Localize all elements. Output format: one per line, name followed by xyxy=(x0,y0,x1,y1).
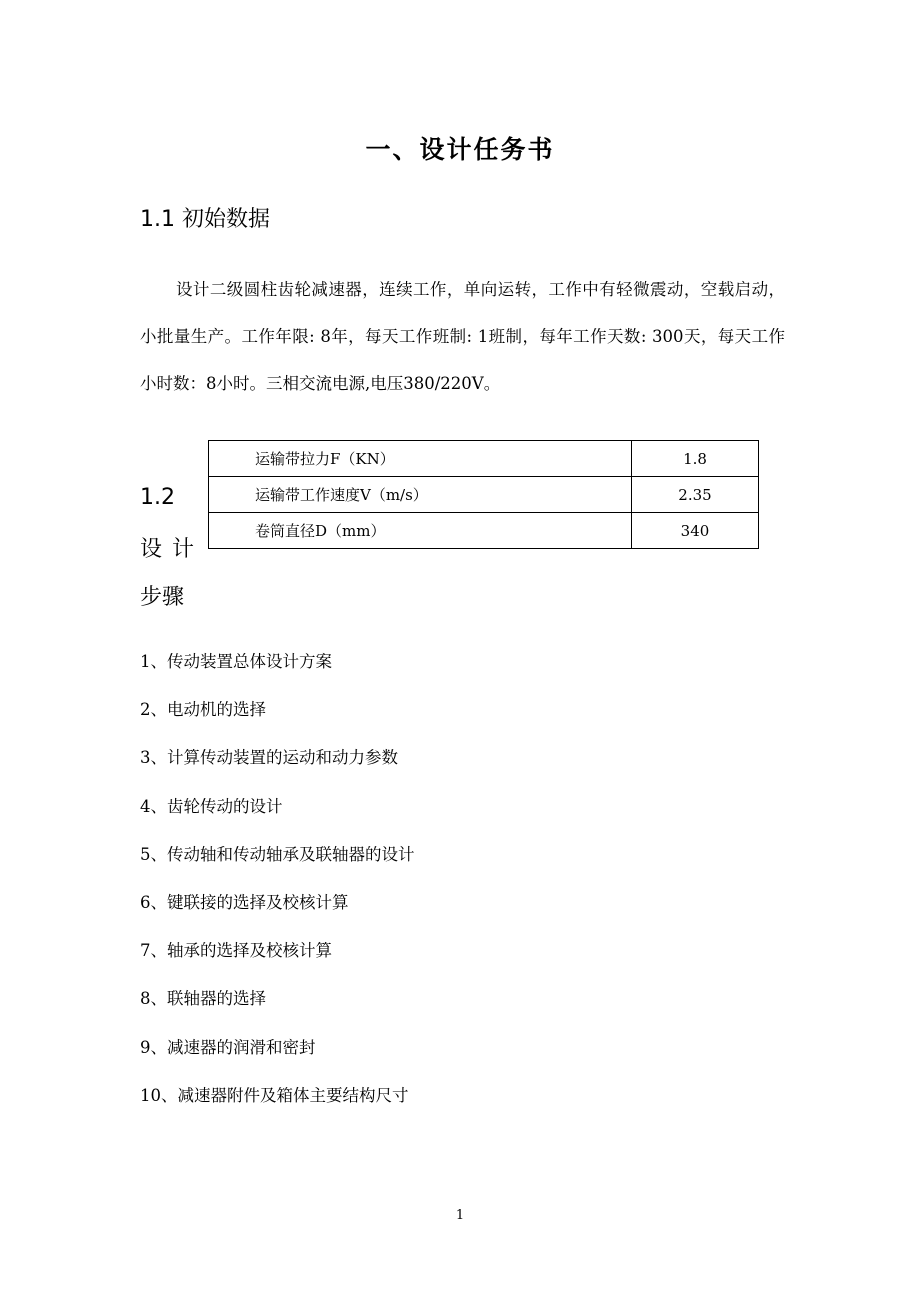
table-cell-value: 340 xyxy=(632,513,759,549)
table-cell-label: 运输带拉力F（KN） xyxy=(209,441,632,477)
list-item: 4、齿轮传动的设计 xyxy=(140,796,283,816)
list-item: 7、轴承的选择及校核计算 xyxy=(140,941,332,961)
list-item: 5、传动轴和传动轴承及联轴器的设计 xyxy=(140,844,415,864)
section-heading-initial-data: 1.1 初始数据 xyxy=(140,207,270,232)
list-item: 3、计算传动装置的运动和动力参数 xyxy=(140,748,398,768)
page-number: 1 xyxy=(455,1208,465,1223)
list-item: 10、减速器附件及箱体主要结构尺寸 xyxy=(140,1085,409,1105)
table-cell-label: 卷筒直径D（mm） xyxy=(209,513,632,549)
section-heading-steps: 步骤 xyxy=(140,585,185,610)
parameters-table xyxy=(208,440,759,549)
design-steps-list xyxy=(140,646,415,1128)
list-item: 6、键联接的选择及校核计算 xyxy=(140,892,349,912)
table-cell-value: 1.8 xyxy=(632,441,759,477)
page-title: 一、设计任务书 xyxy=(365,135,555,164)
list-item: 9、减速器的润滑和密封 xyxy=(140,1037,316,1057)
list-item: 8、联轴器的选择 xyxy=(140,989,266,1009)
section-heading-design: 设计 xyxy=(140,537,205,562)
table-cell-value: 2.35 xyxy=(632,477,759,513)
table-row xyxy=(209,441,759,477)
list-item: 1、传动装置总体设计方案 xyxy=(140,652,332,671)
table-row xyxy=(209,513,759,549)
table-row xyxy=(209,477,759,513)
list-item: 2、电动机的选择 xyxy=(140,700,266,720)
section-heading-number: 1.2 xyxy=(140,485,175,510)
table-cell-label: 运输带工作速度V（m/s） xyxy=(209,477,632,513)
design-description-paragraph: 设计二级圆柱齿轮减速器，连续工作，单向运转，工作中有轻微震动，空载启动，小批量生产。工作年限: 8年，每天工作班制: 1班制，每年工作天数: 300天，每天工作小时数：8小时。三相交流电源,电压380/220V。 xyxy=(140,280,785,393)
